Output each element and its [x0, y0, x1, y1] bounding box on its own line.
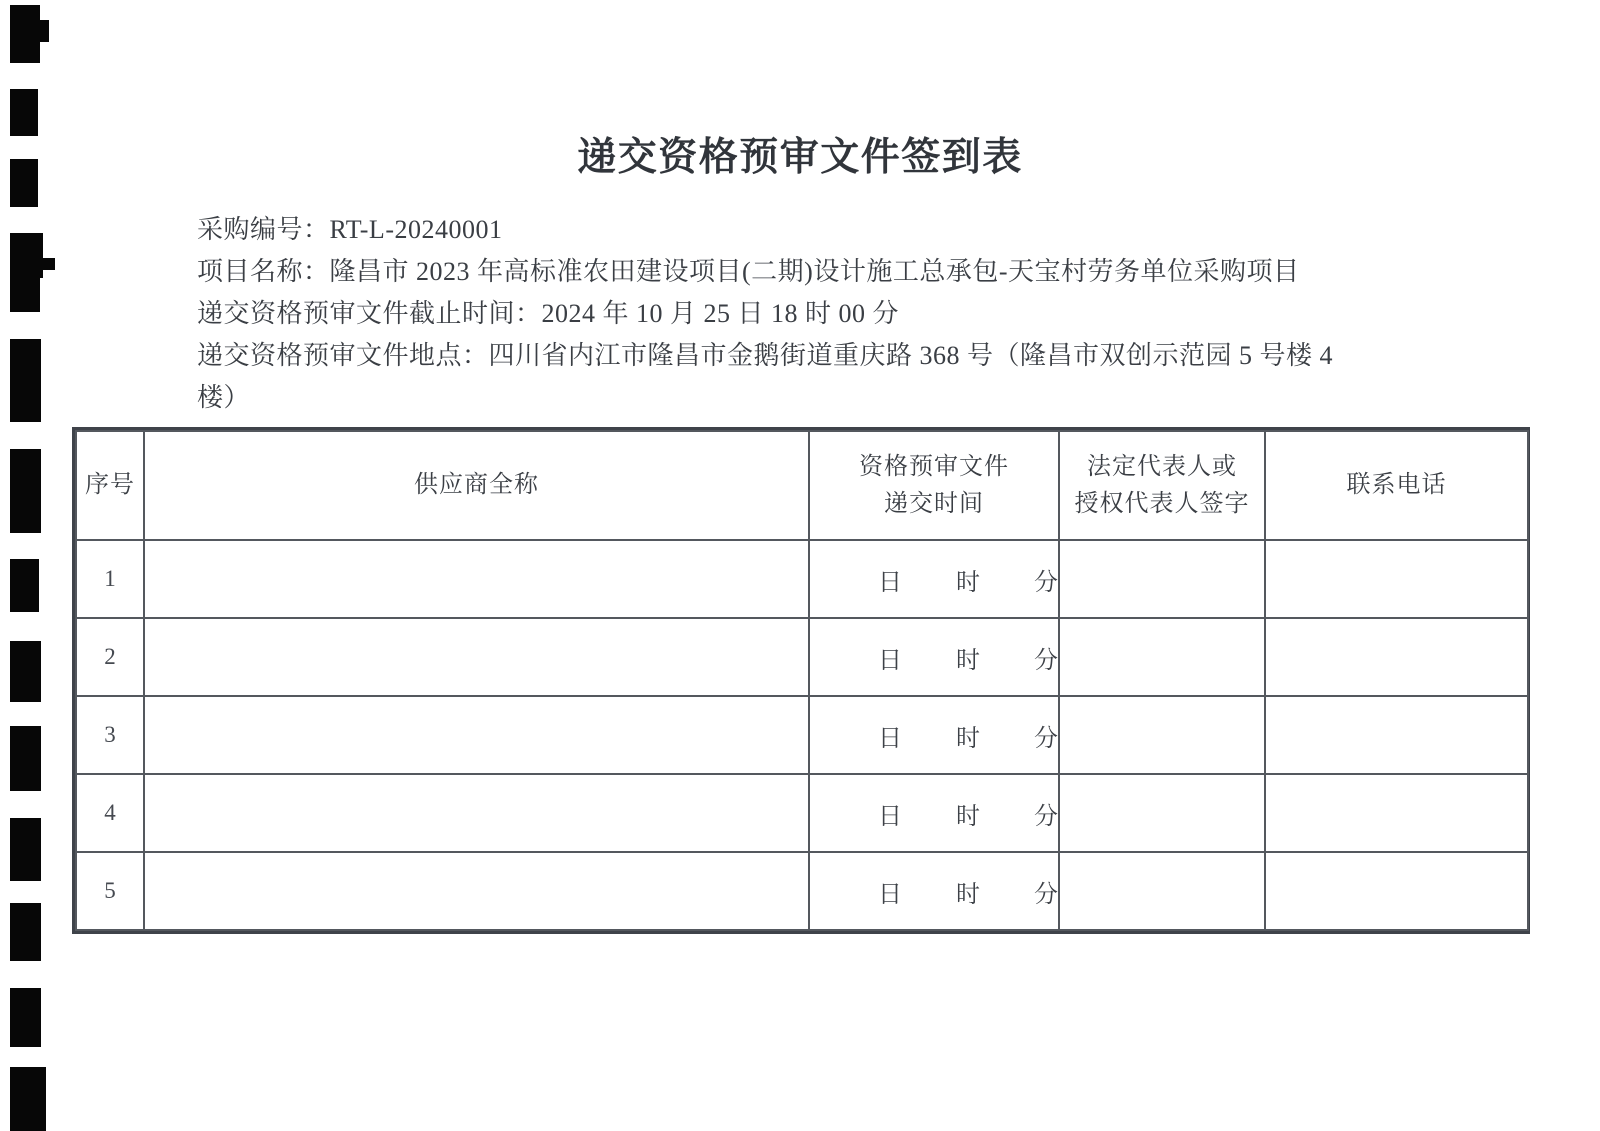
address-line: 递交资格预审文件地点：四川省内江市隆昌市金鹅街道重庆路 368 号（隆昌市双创示范园 5 号楼 4 — [197, 341, 1334, 370]
time-hour-label: 时 — [956, 647, 980, 674]
phone-cell — [1265, 852, 1528, 930]
time-day-label: 日 — [878, 647, 902, 674]
supplier-cell — [144, 696, 809, 774]
table-header-row — [76, 431, 1528, 540]
time-minute-label: 分 — [1034, 569, 1058, 596]
table-row — [76, 774, 1528, 852]
header-signature — [1059, 431, 1265, 540]
submit-time-cell — [809, 852, 1059, 930]
signature-cell — [1059, 618, 1265, 696]
submit-time-cell — [809, 618, 1059, 696]
phone-cell — [1265, 696, 1528, 774]
header-supplier: 供应商全称 — [144, 431, 809, 540]
time-placeholder — [810, 718, 1058, 753]
header-signature-line1: 法定代表人或 — [1087, 453, 1237, 480]
supplier-cell — [144, 774, 809, 852]
time-day-label: 日 — [878, 881, 902, 908]
time-minute-label: 分 — [1034, 881, 1058, 908]
time-hour-label: 时 — [956, 725, 980, 752]
page-title: 递交资格预审文件签到表 — [577, 136, 1023, 179]
signature-cell — [1059, 696, 1265, 774]
header-index: 序号 — [76, 431, 144, 540]
row-index: 1 — [76, 540, 144, 618]
time-day-label: 日 — [878, 725, 902, 752]
supplier-cell — [144, 852, 809, 930]
header-signature-line2: 授权代表人签字 — [1074, 490, 1250, 517]
row-index: 4 — [76, 774, 144, 852]
phone-cell — [1265, 540, 1528, 618]
time-day-label: 日 — [878, 569, 902, 596]
supplier-cell — [144, 618, 809, 696]
deadline-line: 递交资格预审文件截止时间：2024 年 10 月 25 日 18 时 00 分 — [197, 299, 900, 328]
submit-time-cell — [809, 774, 1059, 852]
time-placeholder — [810, 562, 1058, 597]
time-hour-label: 时 — [956, 569, 980, 596]
phone-cell — [1265, 618, 1528, 696]
time-placeholder — [810, 874, 1058, 909]
address-line-continued: 楼） — [197, 383, 251, 412]
table-row — [76, 540, 1528, 618]
submit-time-cell — [809, 696, 1059, 774]
time-minute-label: 分 — [1034, 803, 1058, 830]
header-submit-time — [809, 431, 1059, 540]
time-placeholder — [810, 640, 1058, 675]
signature-cell — [1059, 852, 1265, 930]
row-index: 3 — [76, 696, 144, 774]
info-block — [197, 209, 1457, 419]
signin-table — [75, 430, 1529, 931]
time-hour-label: 时 — [956, 881, 980, 908]
table-row — [76, 852, 1528, 930]
procurement-number-line: 采购编号：RT-L-20240001 — [197, 215, 503, 244]
project-name-line: 项目名称：隆昌市 2023 年高标准农田建设项目(二期)设计施工总承包-天宝村劳务单位采购项目 — [197, 257, 1300, 286]
row-index: 5 — [76, 852, 144, 930]
header-submit-time-line1: 资格预审文件 — [859, 453, 1009, 480]
time-minute-label: 分 — [1034, 647, 1058, 674]
row-index: 2 — [76, 618, 144, 696]
time-day-label: 日 — [878, 803, 902, 830]
supplier-cell — [144, 540, 809, 618]
time-minute-label: 分 — [1034, 725, 1058, 752]
submit-time-cell — [809, 540, 1059, 618]
table-row — [76, 696, 1528, 774]
time-placeholder — [810, 796, 1058, 831]
signature-cell — [1059, 540, 1265, 618]
header-phone: 联系电话 — [1265, 431, 1528, 540]
signin-table-wrap — [72, 427, 1530, 934]
header-submit-time-line2: 递交时间 — [884, 490, 984, 517]
signature-cell — [1059, 774, 1265, 852]
phone-cell — [1265, 774, 1528, 852]
time-hour-label: 时 — [956, 803, 980, 830]
table-row — [76, 618, 1528, 696]
